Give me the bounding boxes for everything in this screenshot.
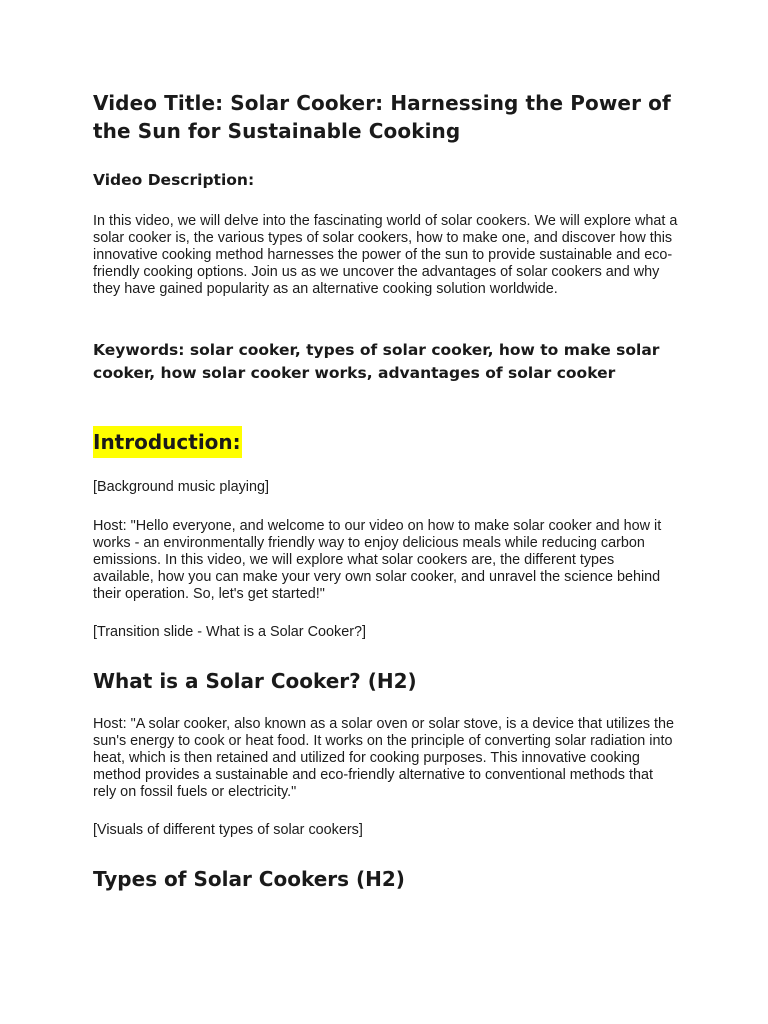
transition-slide-note: [Transition slide - What is a Solar Cooker?] [93, 624, 366, 640]
what-is-solar-cooker-heading: What is a Solar Cooker? (H2) [93, 669, 417, 693]
keywords-line: Keywords: solar cooker, types of solar cooker, how to make solar cooker, how solar cooker works, advantages of solar cooker [93, 341, 660, 382]
host-what-is-paragraph: Host: "A solar cooker, also known as a solar oven or solar stove, is a device that utilizes the sun's energy to cook or heat food. It works on the principle of converting solar radiation into heat, which is then retained and utilized for cooking purposes. This innovative cooking method provides a sustainable and eco-friendly alternative to conventional methods that rely on fossil fuels or electricity." [93, 716, 675, 800]
background-music-note: [Background music playing] [93, 479, 269, 495]
video-title: Video Title: Solar Cooker: Harnessing the Power of the Sun for Sustainable Cooking [93, 91, 671, 143]
types-of-solar-cookers-heading: Types of Solar Cookers (H2) [93, 867, 405, 891]
visuals-note: [Visuals of different types of solar cookers] [93, 822, 363, 838]
description-paragraph: In this video, we will delve into the fascinating world of solar cookers. We will explore what a solar cooker is, the various types of solar cookers, how to make one, and discover how this innovative cooking method harnesses the power of the sun to provide sustainable and eco-friendly cooking options. Join us as we uncover the advantages of solar cookers and why they have gained popularity as an alternative cooking solution worldwide. [93, 213, 678, 297]
description-heading: Video Description: [93, 171, 255, 189]
host-intro-paragraph: Host: "Hello everyone, and welcome to our video on how to make solar cooker and how it works - an environmentally friendly way to enjoy delicious meals while reducing carbon emissions. In this video, we will explore what solar cookers are, the different types available, how you can make your very own solar cooker, and unravel the science behind their operation. So, let's get started!" [93, 518, 662, 602]
introduction-heading: Introduction: [93, 426, 242, 458]
